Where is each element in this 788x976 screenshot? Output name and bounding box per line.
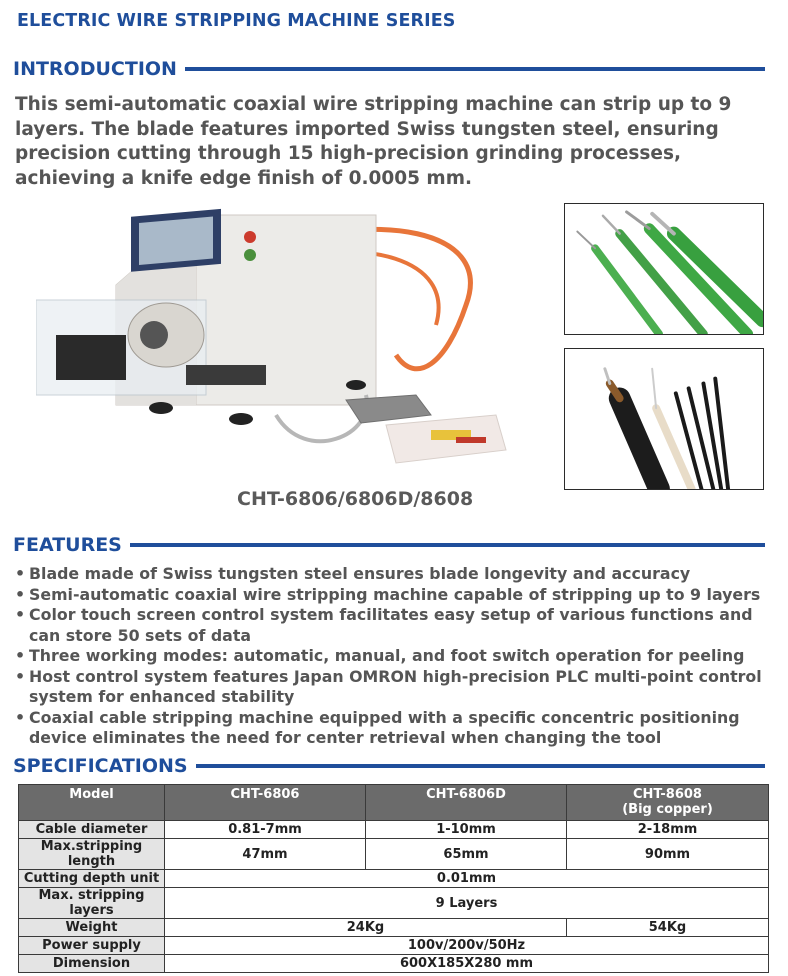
row-label: Cutting depth unit — [19, 870, 165, 888]
table-cell: 0.01mm — [165, 870, 769, 888]
feature-item: • Blade made of Swiss tungsten steel ensures blade longevity and accuracy — [15, 564, 770, 585]
feature-item: • Three working modes: automatic, manual, and foot switch operation for peeling — [15, 646, 770, 667]
table-cell: 0.81-7mm — [165, 821, 366, 839]
table-row — [19, 937, 769, 955]
table-cell: 9 Layers — [165, 888, 769, 919]
product-machine-image — [36, 205, 538, 473]
model-caption: CHT-6806/6806D/8608 — [237, 488, 474, 510]
row-label: Max. stripping layers — [19, 888, 165, 919]
page-title: ELECTRIC WIRE STRIPPING MACHINE SERIES — [17, 11, 456, 31]
header-cht-6806: CHT-6806 — [165, 785, 366, 821]
table-row — [19, 888, 769, 919]
specifications-heading-label: SPECIFICATIONS — [13, 755, 188, 777]
row-label: Cable diameter — [19, 821, 165, 839]
header-cht-8608-note: (Big copper) — [622, 802, 713, 817]
header-cht-8608-model: CHT-8608 — [633, 787, 702, 802]
table-cell: 90mm — [567, 839, 769, 870]
table-cell: 100v/200v/50Hz — [165, 937, 769, 955]
green-cable-photo — [564, 203, 764, 335]
table-cell: 1-10mm — [366, 821, 567, 839]
table-cell: 54Kg — [567, 919, 769, 937]
black-cable-photo — [564, 348, 764, 490]
table-row — [19, 839, 769, 870]
introduction-heading-label: INTRODUCTION — [13, 58, 177, 80]
features-list — [15, 564, 770, 749]
specifications-table — [18, 784, 769, 973]
table-cell: 600X185X280 mm — [165, 955, 769, 973]
table-row — [19, 955, 769, 973]
feature-item: • Semi-automatic coaxial wire stripping machine capable of stripping up to 9 layers — [15, 585, 770, 606]
table-row — [19, 821, 769, 839]
header-model: Model — [19, 785, 165, 821]
header-cht-6806d: CHT-6806D — [366, 785, 567, 821]
feature-item: • Color touch screen control system facilitates easy setup of various functions and can store 50 sets of data — [15, 605, 770, 646]
features-heading — [13, 533, 765, 557]
table-cell: 47mm — [165, 839, 366, 870]
row-label: Weight — [19, 919, 165, 937]
table-cell: 2-18mm — [567, 821, 769, 839]
feature-item: • Host control system features Japan OMRON high-precision PLC multi-point control system for enhanced stability — [15, 667, 770, 708]
row-label: Dimension — [19, 955, 165, 973]
table-header-row — [19, 785, 769, 821]
introduction-text: This semi-automatic coaxial wire stripping machine can strip up to 9 layers. The blade features imported Swiss tungsten steel, ensuring precision cutting through 15 high-precision grinding processes, achieving a knife edge finish of 0.0005 mm. — [15, 94, 732, 189]
table-cell: 65mm — [366, 839, 567, 870]
row-label: Max.stripping length — [19, 839, 165, 870]
heading-rule — [130, 543, 765, 547]
heading-rule — [196, 764, 765, 768]
heading-rule — [185, 67, 765, 71]
features-heading-label: FEATURES — [13, 534, 122, 556]
specifications-heading — [13, 754, 765, 778]
header-cht-8608 — [567, 785, 769, 821]
table-cell: 24Kg — [165, 919, 567, 937]
table-row — [19, 870, 769, 888]
row-label: Power supply — [19, 937, 165, 955]
introduction-heading — [13, 57, 765, 81]
feature-item: • Coaxial cable stripping machine equipped with a specific concentric positioning device eliminates the need for center retrieval when changing the tool — [15, 708, 770, 749]
table-row — [19, 919, 769, 937]
